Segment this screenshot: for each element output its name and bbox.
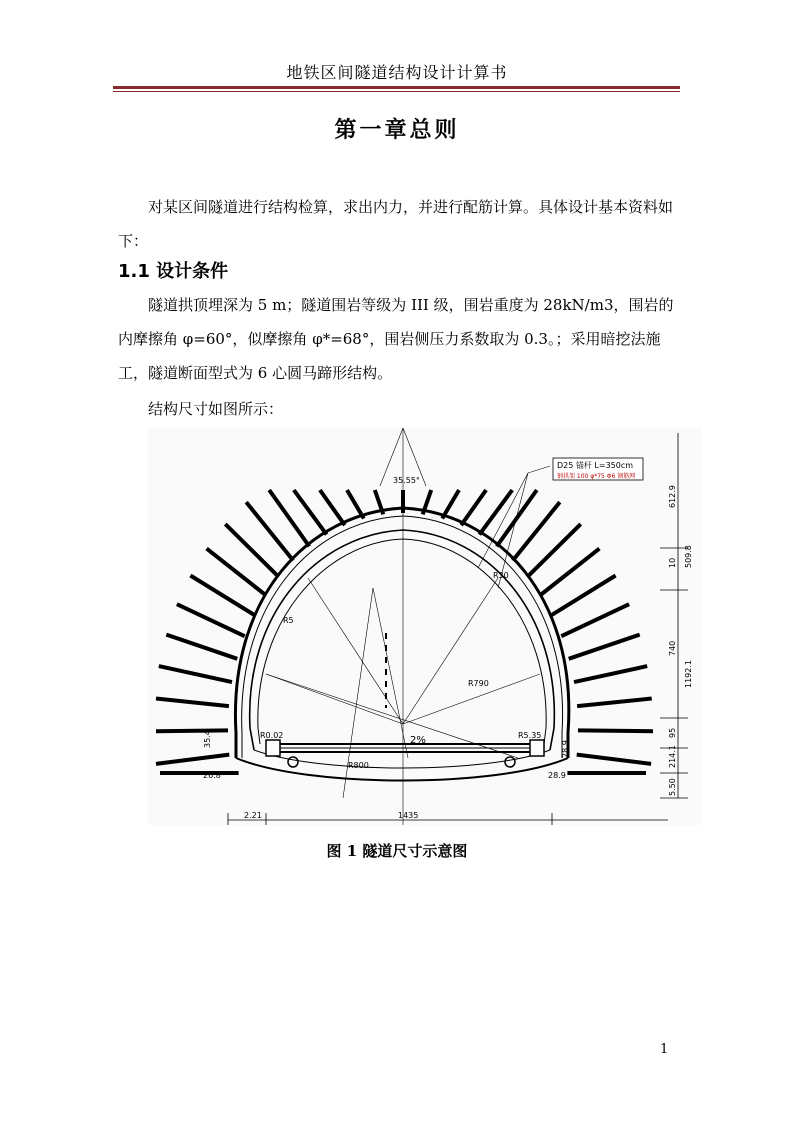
radius-800-label: R800 bbox=[348, 761, 369, 770]
dim-v1: 612.9 bbox=[668, 485, 677, 508]
dim-v8: 5.50 bbox=[668, 778, 677, 796]
left-vertical-label: 35.4 bbox=[203, 730, 212, 748]
radius-30-label: R30 bbox=[493, 571, 509, 580]
angle-label: 35.55° bbox=[393, 476, 420, 485]
right-small-radius: R5.35 bbox=[518, 731, 542, 740]
dim-v4: 740 bbox=[668, 640, 677, 656]
section-heading: 1.1 设计条件 bbox=[118, 261, 229, 282]
tunnel-section-figure bbox=[148, 428, 702, 825]
chapter-title: 第一章总则 bbox=[334, 117, 460, 143]
design-conditions-paragraph: 隧道拱顶埋深为 5 m；隧道围岩等级为 III 级，围岩重度为 28kN/m3，围岩的内摩擦角 φ=60°，似摩擦角 φ*=68°，围岩侧压力系数取为 0.3。；采用暗挖法施工，隧道断面型式为 6 心圆马蹄形结构。 bbox=[118, 296, 674, 382]
dim-v7: 214.1 bbox=[668, 745, 677, 768]
dim-bottom-center: 1435 bbox=[398, 811, 419, 820]
slope-label: 2% bbox=[410, 735, 426, 746]
tunnel-drawing bbox=[148, 428, 702, 825]
cable-trough-right bbox=[530, 740, 544, 756]
radius-790-label: R790 bbox=[468, 679, 489, 688]
left-small-radius: R0.02 bbox=[260, 731, 284, 740]
dim-v3: 509.8 bbox=[684, 545, 693, 568]
header-rule-thin bbox=[113, 91, 680, 92]
cable-trough-left bbox=[266, 740, 280, 756]
left-side-label: 26.8 bbox=[203, 771, 221, 780]
rock-bolt bbox=[156, 730, 228, 731]
right-side-label: 28.9 bbox=[548, 771, 566, 780]
bolt-callout: D25 锚杆 L=350cm bbox=[557, 461, 634, 470]
page-number: 1 bbox=[660, 1042, 669, 1057]
header-rule bbox=[113, 86, 680, 89]
figure-caption: 图 1 隧道尺寸示意图 bbox=[326, 842, 468, 860]
dim-bottom-left: 2.21 bbox=[244, 811, 262, 820]
rock-bolt bbox=[578, 730, 653, 731]
dim-v6: 95 bbox=[668, 727, 677, 738]
steel-callout: 钢拱架 100 φ*75 Φ6 钢筋网 bbox=[557, 473, 636, 480]
radius-label-small: R5 bbox=[283, 616, 294, 625]
dim-v2: 10 bbox=[668, 557, 677, 568]
figure-intro-paragraph: 结构尺寸如图所示： bbox=[148, 400, 284, 418]
dim-v5: 1192.1 bbox=[684, 660, 693, 688]
intro-paragraph: 对某区间隧道进行结构检算，求出内力，并进行配筋计算。具体设计基本资料如下： bbox=[118, 198, 674, 250]
header-title: 地铁区间隧道结构设计计算书 bbox=[286, 63, 508, 82]
right-edge-label: 28.9 bbox=[561, 740, 570, 758]
